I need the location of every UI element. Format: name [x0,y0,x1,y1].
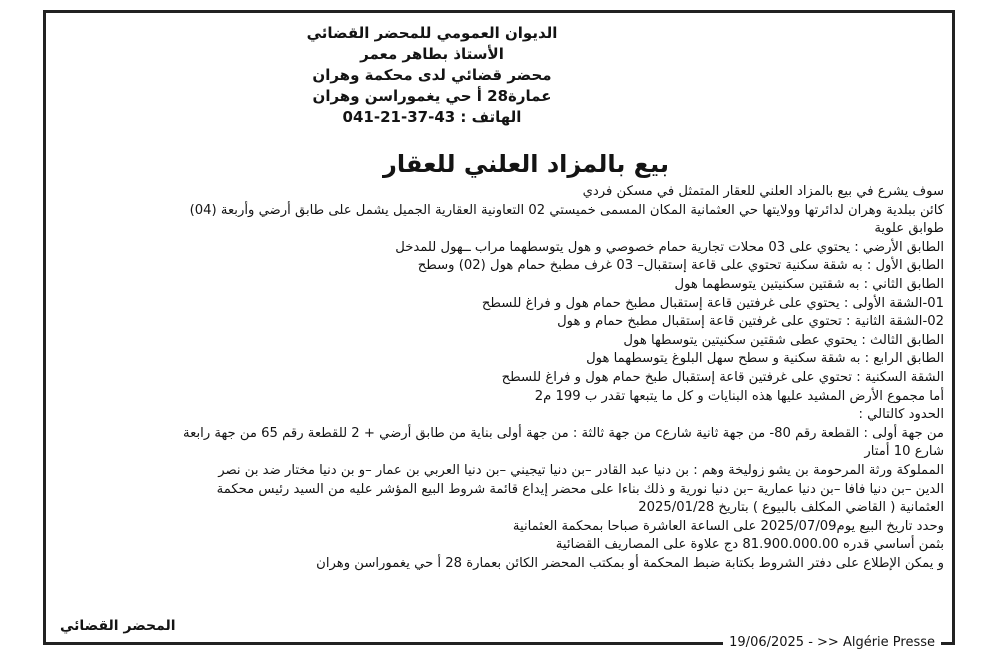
source-footer: 19/06/2025 - >> Algérie Presse [723,634,941,652]
body-line: الحدود كالتالي : [858,407,944,423]
bailiff-name: الأستاذ بطاهر معمر [360,45,504,63]
body-line: وحدد تاريخ البيع يوم2025/07/09 على الساعة العاشرة صباحا بمحكمة العثمانية [512,518,944,534]
body-line: بثمن أساسي قدره 81.900.000.00 دج علاوة على المصاريف القضائية [555,537,944,553]
body-line: و يمكن الإطلاع على دفتر الشروط بكتابة ضبط المحكمة أو بمكتب المحضر الكائن بعمارة 28 أ حي يغموراسن وهران [316,555,944,571]
body-line: 01-الشقة الأولى : يحتوي على غرفتين قاعة إستقبال مطبخ حمام هول و فراغ للسطح [481,295,944,311]
body-line: سوف يشرع في بيع بالمزاد العلني للعقار المتمثل في مسكن فردي [582,184,944,199]
announcement-body [54,183,944,573]
body-line: 02-الشقة الثانية : تحتوي على غرفتين قاعة إستقبال مطبخ حمام و هول [557,314,944,330]
body-line: الطابق الثاني : به شقتين سكنيتين يتوسطهما هول [674,276,944,292]
office-header [282,23,582,128]
body-line: من جهة أولى : القطعة رقم 80- من جهة ثانية شارعc من جهة ثالثة : من جهة أولى بناية من طابق أرضي + 2 للقطعة رقم 65 من جهة رابعة [183,425,944,441]
court-name: محضر قضائي لدى محكمة وهران [312,66,552,84]
body-line: الطابق الأرضي : يحتوي على 03 محلات تجارية حمام خصوصي و هول يتوسطهما مراب ــهول للمدخل [395,239,944,255]
office-phone: الهاتف : 43-37-21-041 [342,108,522,126]
body-line: كائن ببلدية وهران لدائرتها وولايتها حي العثمانية المكان المسمى خميستي 02 التعاونية العقارية الجميل يشمل على طابق أرضي وأربعة (04) [189,202,944,218]
body-line: الطابق الأول : به شقة سكنية تحتوي على قاعة إستقبال– 03 غرف مطبخ حمام هول (02) وسطح [417,258,944,274]
body-line: الدين –بن دنيا فافا –بن دنيا عمارية –بن دنيا نورية و ذلك بناءا على محضر إيداع قائمة شروط البيع المؤشر عليه من السيد رئيس محكمة [216,481,944,497]
page-title: بيع بالمزاد العلني للعقار [383,150,669,178]
body-line: الشقة السكنية : تحتوي على غرفتين قاعة إستقبال طبخ حمام هول و فراغ للسطح [501,369,944,385]
body-line: الطابق الرابع : به شقة سكنية و سطح سهل البلوغ يتوسطهما هول [586,351,944,367]
body-line: شارع 10 أمتار [864,444,944,460]
office-name: الديوان العمومي للمحضر القضائي [306,24,558,42]
office-address: عمارة28 أ حي يغموراسن وهران [312,87,552,105]
body-line: أما مجموع الأرض المشيد عليها هذه البنايات و كل ما يتبعها تقدر ب 199 م2 [534,388,944,404]
announcement-frame [43,10,955,645]
body-line: المملوكة ورثة المرحومة بن يشو زوليخة وهم : بن دنيا عبد القادر –بن دنيا تيجيني –بن دنيا العربي بن عمار –و بن دنيا مختار ضد بن نصر [218,462,944,478]
body-line: العثمانية ( القاضي المكلف بالبيوع ) بتاريخ 2025/01/28 [638,500,944,516]
body-line: طوابق علوية [874,221,944,237]
signature: المحضر القضائي [60,618,176,634]
body-line: الطابق الثالث : يحتوي عطى شقتين سكنيتين يتوسطها هول [623,332,944,348]
